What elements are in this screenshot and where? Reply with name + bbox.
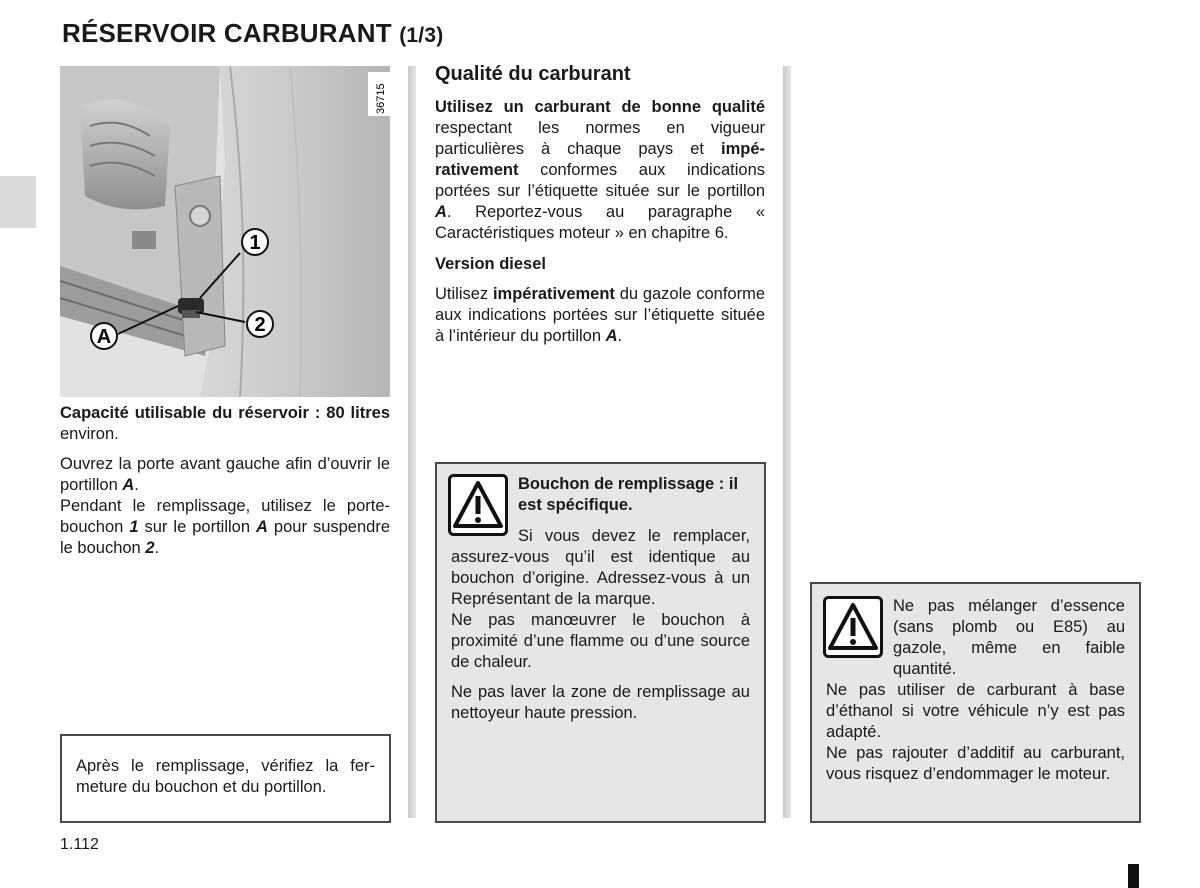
fuel-cap-warning-p2: Ne pas manœuvrer le bouchon à proximité d’une flamme ou d’une source de chaleur. [451, 611, 750, 671]
refuel-paragraph [60, 496, 390, 559]
figure-ref-number: 36715 [375, 83, 387, 114]
diesel-text-end: . [617, 327, 623, 345]
quality-bold-2: impérativement [435, 140, 765, 179]
fuel-cap-warning-box [435, 462, 766, 823]
refuel-text-end: . [154, 539, 160, 557]
fuel-flap-drawing [60, 66, 390, 397]
quality-text-b: conformes aux indications portées sur l’étiquette située sur le portillon [435, 161, 765, 200]
page-title-text: RÉSERVOIR CARBURANT [62, 18, 392, 48]
refuel-note-text: Après le remplissage, vérifiez la fermeture du bouchon et du portillon. [76, 757, 375, 796]
refuel-note-box [60, 734, 391, 823]
diesel-bold: impérativement [492, 285, 615, 303]
diesel-flap-ref: A [605, 327, 618, 345]
quality-bold: Utilisez un carburant de bonne qualité [435, 98, 765, 116]
column-divider-left [408, 66, 416, 818]
warning-triangle-icon [448, 474, 508, 536]
quality-flap-ref: A [435, 203, 447, 221]
callout-a-label: A [96, 326, 112, 348]
left-column-text [60, 403, 390, 559]
diesel-text-b: du gazole conforme aux indications portées sur l’étiquette située à l’intérieur du portillon [435, 285, 765, 345]
quality-paragraph [435, 97, 765, 244]
capacity-label: Capacité utilisable du réservoir : [60, 404, 321, 422]
fuel-mixing-warning-p3: Ne pas rajouter d’additif au carburant, vous risquez d’endommager le moteur. [826, 744, 1125, 783]
callout-1-label: 1 [249, 232, 261, 254]
open-door-paragraph [60, 454, 390, 496]
cap-ref: 2 [145, 539, 155, 557]
capacity-paragraph [60, 403, 390, 445]
fuel-cap-warning-p3: Ne pas laver la zone de remplissage au nettoyeur haute pression. [451, 683, 750, 722]
fuel-cap-warning-p1: Si vous devez le remplacer, assurez-vous qu’il est identique au bouchon d’origine. Adressez-vous à un Représentant de la marque. [451, 527, 750, 608]
callout-2-label: 2 [254, 314, 266, 336]
quality-text-a: respectant les normes en vigueur particulières à chaque pays et [435, 119, 765, 158]
refuel-text-e: pour suspendre le bouchon [60, 518, 390, 557]
capacity-value: 80 litres [326, 404, 390, 422]
warning-triangle-icon [823, 596, 883, 658]
page-title [62, 18, 443, 49]
cap-holder-ref: 1 [129, 518, 139, 536]
flap-ref: A [122, 476, 135, 494]
middle-column-text [435, 97, 765, 347]
fuel-flap-illustration [60, 66, 390, 397]
fuel-quality-heading: Qualité du carburant [435, 63, 631, 85]
fuel-cap-warning-title: Bouchon de remplissage : il est spécifique. [518, 475, 739, 514]
diesel-heading-text: Version diesel [435, 255, 546, 273]
capacity-suffix: environ. [60, 425, 119, 443]
fuel-mixing-warning-box [810, 582, 1141, 823]
quality-text-c: . Reportez-vous au paragraphe « Caractéristiques moteur » en chapitre 6. [435, 203, 765, 242]
refuel-text-c: sur le portillon [138, 518, 257, 536]
open-door-text: Ouvrez la porte avant gauche afin d’ouvrir le portillon [60, 455, 390, 494]
fuel-mixing-warning-p1: Ne pas mélanger d’essence (sans plomb ou E85) au gazole, même en faible quantité. [893, 597, 1125, 678]
refuel-text-a: Pendant le remplissage, utilisez le porte-bouchon [60, 497, 390, 536]
open-door-end: . [134, 476, 139, 494]
column-divider-right [783, 66, 791, 818]
chapter-tab [0, 176, 36, 228]
diesel-text-a: Utilisez [435, 285, 493, 303]
diesel-heading [435, 254, 765, 275]
page-part: (1/3) [399, 24, 444, 47]
page-number: 1.112 [60, 836, 99, 853]
fuel-mixing-warning-p2: Ne pas utiliser de carburant à base d’éthanol si votre véhicule n’y est pas adapté. [826, 681, 1125, 741]
diesel-paragraph [435, 284, 765, 347]
flap-ref-2: A [256, 518, 268, 536]
page-edge-marker [1128, 864, 1139, 888]
